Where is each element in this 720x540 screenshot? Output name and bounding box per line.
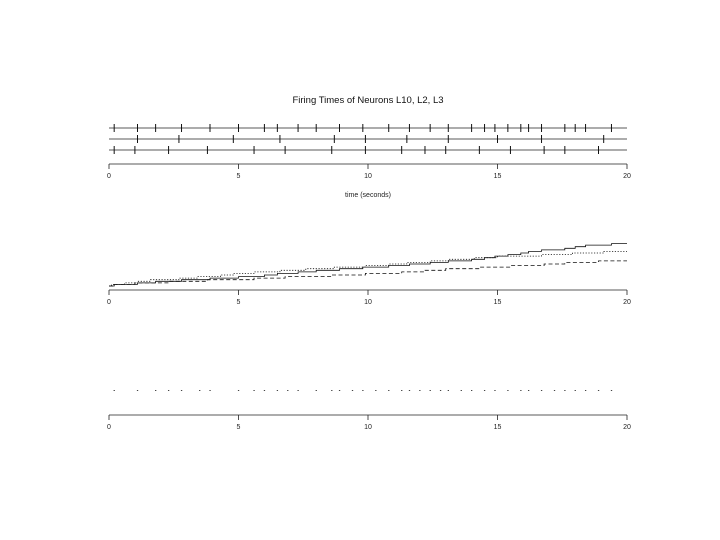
raster-panel [107,124,631,180]
data-point [484,390,485,391]
data-point [520,390,521,391]
x-tick-label: 5 [236,424,241,431]
data-point [564,390,565,391]
data-point [362,390,363,391]
data-point [238,390,239,391]
x-tick-label: 0 [107,173,111,180]
x-tick-label: 10 [364,173,372,180]
cumulative-step-line [109,244,627,286]
data-point [598,390,599,391]
data-point [168,390,169,391]
x-tick-label: 10 [364,424,372,431]
data-point [264,390,265,391]
data-point [114,390,115,391]
data-point [209,390,210,391]
x-tick-label: 5 [236,173,241,180]
data-point [199,390,200,391]
data-point [155,390,156,391]
cumulative-step-line [109,261,627,286]
cumulative-count-panel [107,244,631,306]
chart-title: Firing Times of Neurons L10, L2, L3 [292,95,444,106]
data-point [375,390,376,391]
x-tick-label: 15 [493,299,502,306]
data-point [554,390,555,391]
data-point [401,390,402,391]
data-point [253,390,254,391]
data-point [461,390,462,391]
x-tick-label: 5 [236,299,241,306]
data-point [419,390,420,391]
data-point [541,390,542,391]
x-tick-label: 20 [623,299,631,306]
data-point [448,390,449,391]
data-point [440,390,441,391]
data-point [352,390,353,391]
scatter-panel [107,390,631,431]
data-point [181,390,182,391]
x-axis-label: time (seconds) [345,192,391,199]
data-point [528,390,529,391]
x-tick-label: 15 [493,424,502,431]
x-tick-label: 20 [623,173,631,180]
x-tick-label: 0 [107,299,111,306]
data-point [507,390,508,391]
data-point [471,390,472,391]
data-point [277,390,278,391]
x-tick-label: 20 [623,424,631,431]
cumulative-step-line [109,251,627,286]
x-tick-label: 0 [107,424,111,431]
data-point [575,390,576,391]
data-point [494,390,495,391]
data-point [585,390,586,391]
data-point [430,390,431,391]
x-tick-label: 10 [364,299,372,306]
data-point [388,390,389,391]
data-point [297,390,298,391]
data-point [287,390,288,391]
x-tick-label: 15 [493,173,502,180]
data-point [331,390,332,391]
data-point [316,390,317,391]
data-point [339,390,340,391]
data-point [137,390,138,391]
data-point [611,390,612,391]
data-point [409,390,410,391]
